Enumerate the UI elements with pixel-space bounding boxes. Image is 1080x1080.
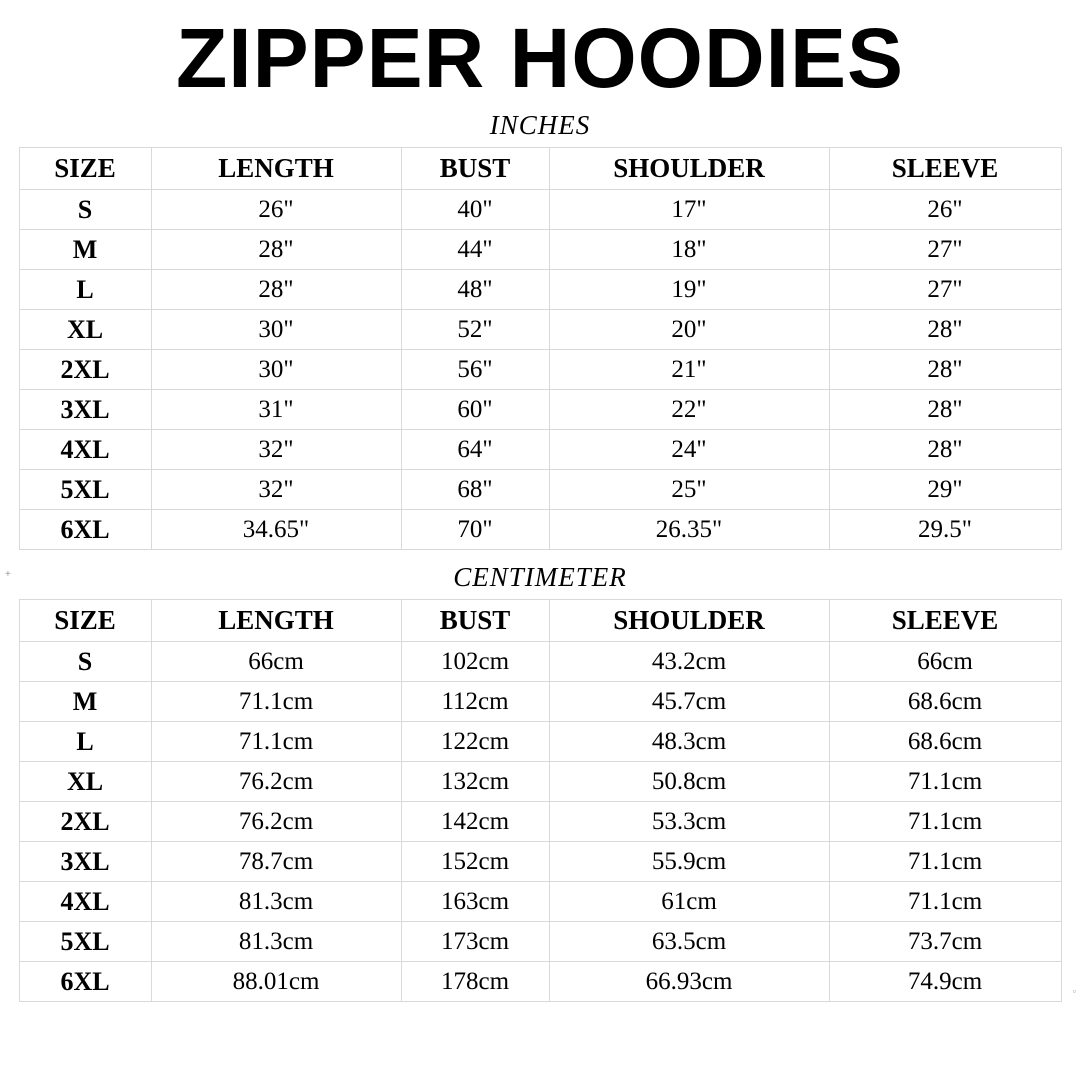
table-row [19,722,1061,762]
table-row [19,642,1061,682]
cell-bust: 173cm [401,922,549,962]
cell-sleeve: 28" [829,430,1061,470]
column-header-shoulder: SHOULDER [549,148,829,190]
cell-sleeve: 28" [829,390,1061,430]
cell-size: 4XL [19,430,151,470]
cell-sleeve: 73.7cm [829,922,1061,962]
cell-length: 71.1cm [151,682,401,722]
column-header-bust: BUST [401,600,549,642]
table-row [19,842,1061,882]
cell-sleeve: 66cm [829,642,1061,682]
cell-length: 32" [151,470,401,510]
cell-bust: 48" [401,270,549,310]
table-row [19,802,1061,842]
cell-size: M [19,682,151,722]
cell-bust: 102cm [401,642,549,682]
cell-length: 71.1cm [151,722,401,762]
page-title: ZIPPER HOODIES [175,11,905,105]
column-header-length: LENGTH [151,148,401,190]
cell-bust: 40" [401,190,549,230]
cell-sleeve: 68.6cm [829,722,1061,762]
table-row [19,270,1061,310]
size-table-centimeter [19,599,1062,1002]
table-row [19,190,1061,230]
cell-bust: 64" [401,430,549,470]
table-resize-handle-icon[interactable]: ▫ [1072,986,1076,996]
cell-size: 2XL [19,802,151,842]
cell-size: XL [19,762,151,802]
column-header-size: SIZE [19,600,151,642]
cell-bust: 122cm [401,722,549,762]
cell-sleeve: 71.1cm [829,842,1061,882]
cell-bust: 142cm [401,802,549,842]
table-header-row [19,148,1061,190]
cell-shoulder: 61cm [549,882,829,922]
table-row [19,470,1061,510]
cell-size: S [19,642,151,682]
cell-size: XL [19,310,151,350]
cell-shoulder: 48.3cm [549,722,829,762]
cell-shoulder: 55.9cm [549,842,829,882]
table-row [19,882,1061,922]
cell-shoulder: 43.2cm [549,642,829,682]
cell-shoulder: 18" [549,230,829,270]
cell-length: 30" [151,310,401,350]
cell-size: 6XL [19,510,151,550]
table-row [19,350,1061,390]
table-row [19,962,1061,1002]
cell-sleeve: 71.1cm [829,882,1061,922]
cell-length: 30" [151,350,401,390]
cell-bust: 44" [401,230,549,270]
cell-size: 3XL [19,842,151,882]
cell-shoulder: 25" [549,470,829,510]
cell-bust: 178cm [401,962,549,1002]
cell-bust: 163cm [401,882,549,922]
cell-length: 32" [151,430,401,470]
cell-shoulder: 50.8cm [549,762,829,802]
cell-length: 76.2cm [151,802,401,842]
table-row [19,390,1061,430]
table-header-row [19,600,1061,642]
cell-shoulder: 20" [549,310,829,350]
cell-sleeve: 27" [829,230,1061,270]
table-row [19,230,1061,270]
cell-sleeve: 27" [829,270,1061,310]
cell-length: 28" [151,270,401,310]
cell-shoulder: 45.7cm [549,682,829,722]
cell-length: 26" [151,190,401,230]
cell-length: 88.01cm [151,962,401,1002]
column-header-sleeve: SLEEVE [829,148,1061,190]
cell-sleeve: 29.5" [829,510,1061,550]
table-row [19,682,1061,722]
cell-length: 76.2cm [151,762,401,802]
column-header-sleeve: SLEEVE [829,600,1061,642]
column-header-length: LENGTH [151,600,401,642]
cell-sleeve: 71.1cm [829,802,1061,842]
table-row [19,310,1061,350]
cell-sleeve: 74.9cm [829,962,1061,1002]
cell-size: 2XL [19,350,151,390]
cell-shoulder: 63.5cm [549,922,829,962]
cell-length: 81.3cm [151,922,401,962]
column-header-size: SIZE [19,148,151,190]
column-header-bust: BUST [401,148,549,190]
cell-length: 81.3cm [151,882,401,922]
cell-size: L [19,270,151,310]
column-header-shoulder: SHOULDER [549,600,829,642]
cell-size: M [19,230,151,270]
cell-shoulder: 66.93cm [549,962,829,1002]
cell-size: L [19,722,151,762]
cell-length: 66cm [151,642,401,682]
cell-bust: 56" [401,350,549,390]
table-row [19,430,1061,470]
cell-length: 31" [151,390,401,430]
cell-bust: 52" [401,310,549,350]
cell-size: 5XL [19,922,151,962]
cell-bust: 68" [401,470,549,510]
cell-shoulder: 53.3cm [549,802,829,842]
cell-length: 78.7cm [151,842,401,882]
size-table-inches [19,147,1062,550]
cell-shoulder: 19" [549,270,829,310]
cell-sleeve: 28" [829,350,1061,390]
table-move-handle-icon[interactable]: + [5,569,11,580]
table-row [19,510,1061,550]
cell-length: 34.65" [151,510,401,550]
cell-bust: 132cm [401,762,549,802]
table-row [19,922,1061,962]
cell-sleeve: 29" [829,470,1061,510]
cell-shoulder: 26.35" [549,510,829,550]
cell-bust: 152cm [401,842,549,882]
cell-shoulder: 17" [549,190,829,230]
cell-shoulder: 21" [549,350,829,390]
cell-size: 4XL [19,882,151,922]
cell-size: 6XL [19,962,151,1002]
cell-bust: 60" [401,390,549,430]
cell-bust: 112cm [401,682,549,722]
cell-shoulder: 22" [549,390,829,430]
cell-shoulder: 24" [549,430,829,470]
cell-size: S [19,190,151,230]
cell-sleeve: 68.6cm [829,682,1061,722]
unit-label-centimeter: CENTIMETER [453,562,627,592]
cell-sleeve: 28" [829,310,1061,350]
unit-label-inches: INCHES [489,110,591,140]
cell-sleeve: 71.1cm [829,762,1061,802]
table-row [19,762,1061,802]
cell-bust: 70" [401,510,549,550]
cell-sleeve: 26" [829,190,1061,230]
cell-length: 28" [151,230,401,270]
cell-size: 5XL [19,470,151,510]
cell-size: 3XL [19,390,151,430]
